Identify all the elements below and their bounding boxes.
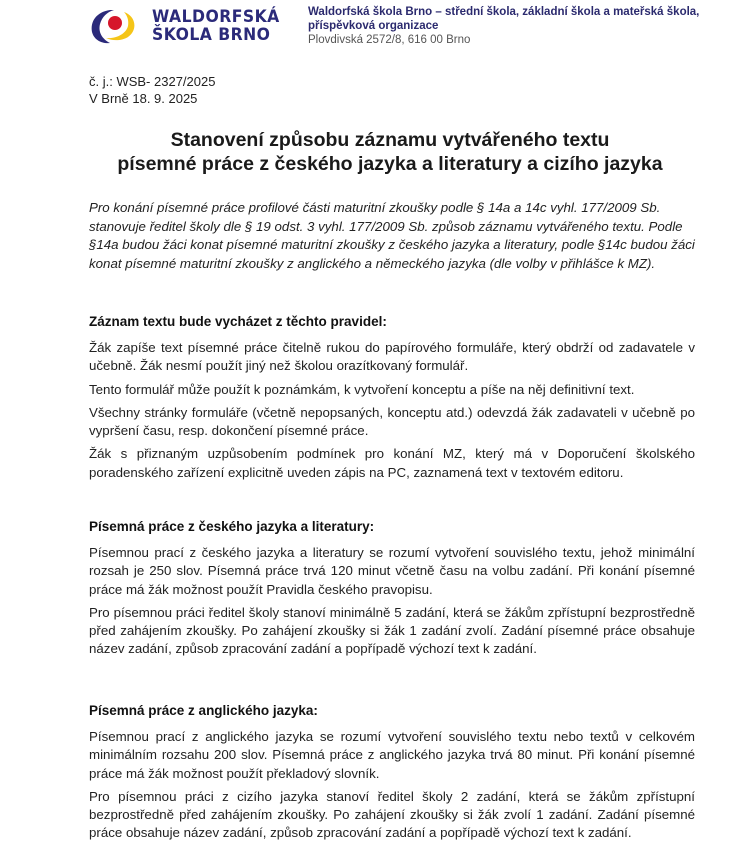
school-logo-icon	[88, 6, 148, 46]
section-english	[89, 702, 695, 848]
organization-type: příspěvková organizace	[308, 20, 439, 32]
place-date: V Brně 18. 9. 2025	[89, 91, 198, 106]
document-title	[80, 128, 700, 176]
paragraph: Pro písemnou práci ředitel školy stanoví minimálně 5 zadání, která se žákům zpřístupní bezprostředně před zahájením zkoušky. Po zahájení zkoušky si žák 1 zadání zvolí. Zadání písemné práce obsahuje název zadání, způsob zpracování zadání a popřípadě výchozí text k zadání.	[89, 604, 695, 657]
letterhead	[0, 0, 756, 60]
section-czech	[89, 518, 695, 664]
logo-line-1: WALDORFSKÁ	[152, 7, 280, 27]
organization-address: Plovdivská 2572/8, 616 00 Brno	[308, 34, 471, 46]
document-meta	[89, 73, 215, 107]
title-line-2: písemné práce z českého jazyka a literatury a cizího jazyka	[117, 153, 663, 175]
paragraph: Žák s přiznaným uzpůsobením podmínek pro konání MZ, který má v Doporučení školského poradenského zařízení explicitně uveden zápis na PC, zaznamená text v textovém editoru.	[89, 446, 695, 480]
section-heading: Záznam textu bude vycházet z těchto pravidel:	[89, 314, 387, 329]
section-heading: Písemná práce z anglického jazyka:	[89, 703, 318, 718]
intro-paragraph: Pro konání písemné práce profilové části maturitní zkoušky podle § 14a a 14c vyhl. 177/2009 Sb. stanovuje ředitel školy dle § 19 odst. 3 vyhl. 177/2009 Sb. způsob záznamu vytvářeného textu. Podle §14a budou žáci konat písemné maturitní zkoušky z českého jazyka a literatury, podle §14c budou žáci konat písemné maturitní zkoušky z anglického a německého jazyka (dle volby v přihlášce k MZ).	[89, 200, 695, 271]
section-rules	[89, 313, 695, 487]
paragraph: Písemnou prací z anglického jazyka se rozumí vytvoření souvislého textu nebo textů v celkovém minimálním rozsahu 200 slov. Písemná práce z anglického jazyka trvá 80 minut. Při konání písemné práce má žák možnost použít překladový slovník.	[89, 729, 695, 781]
paragraph: Všechny stránky formuláře (včetně nepopsaných, konceptu atd.) odevzdá žák zadavateli v učebně po vypršení času, resp. dokončení písemné práce.	[89, 404, 695, 439]
school-logo-text	[152, 8, 280, 44]
section-heading: Písemná práce z českého jazyka a literatury:	[89, 519, 375, 534]
title-line-1: Stanovení způsobu záznamu vytvářeného textu	[170, 129, 610, 151]
paragraph: Písemnou prací z českého jazyka a literatury se rozumí vytvoření souvislého textu, jehož minimální rozsah je 250 slov. Písemná práce trvá 120 minut včetně času na volbu zadání. Při konání písemné práce má žák možnost použít Pravidla českého pravopisu.	[89, 545, 695, 597]
reference-number: č. j.: WSB- 2327/2025	[89, 74, 216, 89]
organization-name: Waldorfská škola Brno – střední škola, základní škola a mateřská škola,	[308, 6, 700, 18]
paragraph: Tento formulář může použít k poznámkám, k vytvoření konceptu a píše na něj definitivní text.	[89, 381, 635, 397]
organization-info	[308, 5, 699, 47]
logo-line-2: ŠKOLA BRNO	[152, 25, 271, 45]
paragraph: Pro písemnou práci z cizího jazyka stanoví ředitel školy 2 zadání, která se žákům zpřístupní bezprostředně před zahájením zkoušky. Po zahájení zkoušky si žák zvolí 1 zadání. Zadání písemné práce obsahuje název zadání, způsob zpracování zadání a popřípadě výchozí text k zadání.	[89, 788, 695, 841]
paragraph: Žák zapíše text písemné práce čitelně rukou do papírového formuláře, který obdrží od zadavatele v učebně. Žák nesmí použít jiný než školou orazítkovaný formulář.	[89, 340, 695, 374]
